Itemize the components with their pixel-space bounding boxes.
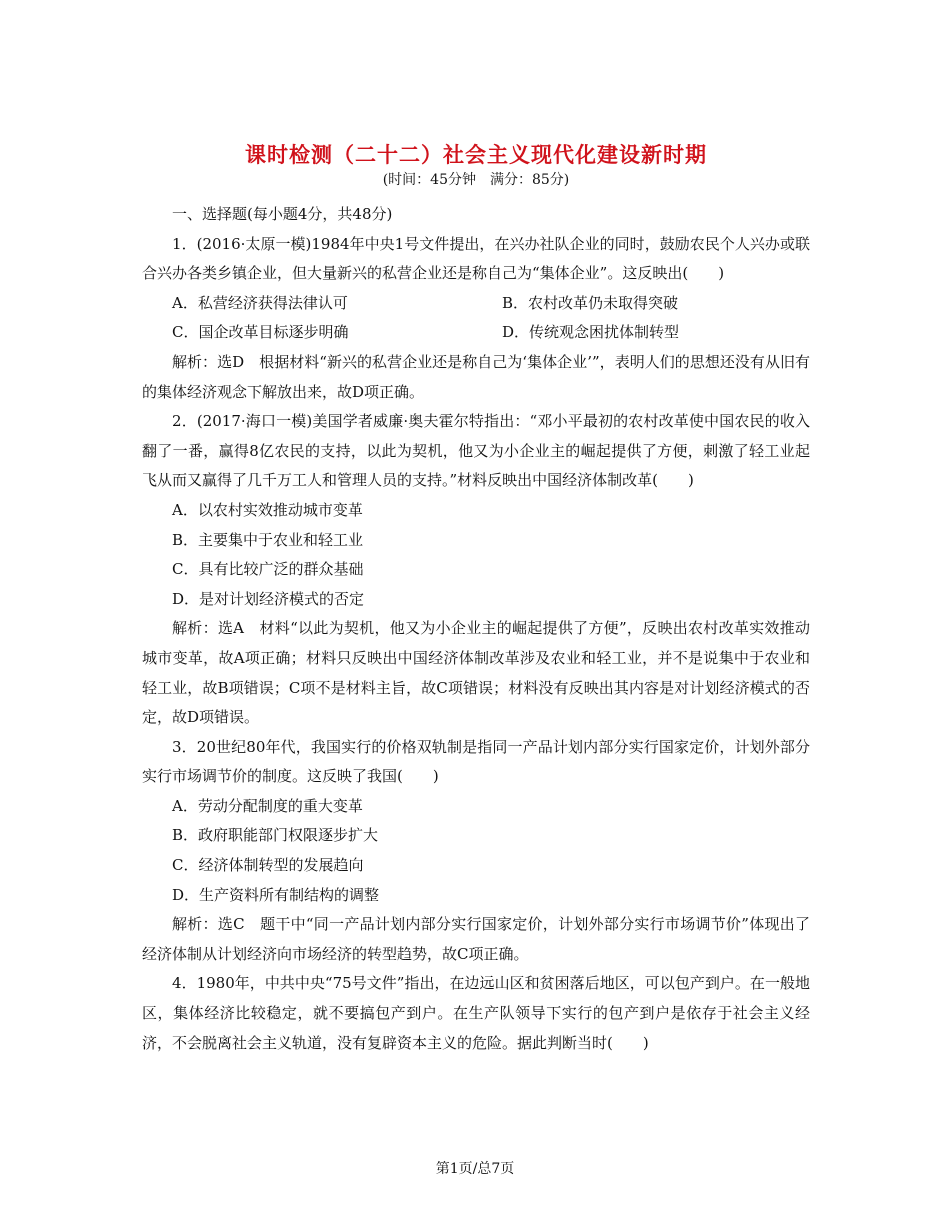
question-2-option-a: A．以农村实效推动城市变革 [172,500,363,519]
question-1-options-row-1 [142,289,810,319]
page-footer: 第1页/总7页 [435,1161,515,1177]
question-1-option-a: A．私营经济获得法律认可 [172,293,348,312]
question-3-option-c: C．经济体制转型的发展趋向 [172,856,364,875]
question-1-options-row-2 [142,318,810,348]
question-3-option-d: D．生产资料所有制结构的调整 [172,885,380,904]
question-2-option-c: C．具有比较广泛的群众基础 [172,560,364,579]
question-3-stem: 3．20世纪80年代，我国实行的价格双轨制是指同一产品计划内部分实行国家定价，计划外部分实行市场调节价的制度。这反映了我国( ) [142,737,810,786]
question-1-option-d: D．传统观念困扰体制转型 [502,323,680,342]
question-2-option-b: B．主要集中于农业和轻工业 [172,530,364,549]
question-1-stem: 1．(2016·太原一模)1984年中央1号文件提出，在兴办社队企业的同时，鼓励农民个人兴办或联合兴办各类乡镇企业，但大量新兴的私营企业还是称自己为“集体企业”。这反映出( ) [142,234,810,283]
question-1-option-c: C．国企改革目标逐步明确 [172,323,349,342]
question-4-stem: 4．1980年，中共中央“75号文件”指出，在边远山区和贫困落后地区，可以包产到户。在一般地区，集体经济比较稳定，就不要搞包产到户。在生产队领导下实行的包产到户是依存于社会主义经济，不会脱离社会主义轨道，没有复辟资本主义的危险。据此判断当时( ) [142,974,810,1052]
question-1-analysis: 解析：选D 根据材料“新兴的私营企业还是称自己为‘集体企业’”，表明人们的思想还没有从旧有的集体经济观念下解放出来，故D项正确。 [142,352,810,401]
section-heading: 一、选择题(每小题4分，共48分) [172,205,393,223]
question-2-analysis: 解析：选A 材料“以此为契机，他又为小企业主的崛起提供了方便”，反映出农村改革实效推动城市变革，故A项正确；材料只反映出中国经济体制改革涉及农业和轻工业，并不是说集中于农业和轻工业，故B项错误；C项不是材料主旨，故C项错误；材料没有反映出其内容是对计划经济模式的否定，故D项错误。 [142,619,810,727]
document-title: 课时检测（二十二）社会主义现代化建设新时期 [245,142,707,167]
question-3-option-b: B．政府职能部门权限逐步扩大 [172,826,379,845]
question-3-option-a: A．劳动分配制度的重大变革 [172,796,363,815]
question-2-stem: 2．(2017·海口一模)美国学者威廉·奥夫霍尔特指出：“邓小平最初的农村改革使中国农民的收入翻了一番，赢得8亿农民的支持，以此为契机，他又为小企业主的崛起提供了方便，刺激了轻工业起飞从而又赢得了几千万工人和管理人员的支持。”材料反映出中国经济体制改革( ) [142,412,810,490]
question-3-analysis: 解析：选C 题干中“同一产品计划内部分实行国家定价，计划外部分实行市场调节价”体现出了经济体制从计划经济向市场经济的转型趋势，故C项正确。 [142,915,810,963]
document-page [142,140,810,1058]
document-subtitle: (时间：45分钟 满分：85分) [382,172,570,188]
question-2-option-d: D．是对计划经济模式的否定 [172,589,365,608]
question-1-option-b: B．农村改革仍未取得突破 [502,293,679,312]
